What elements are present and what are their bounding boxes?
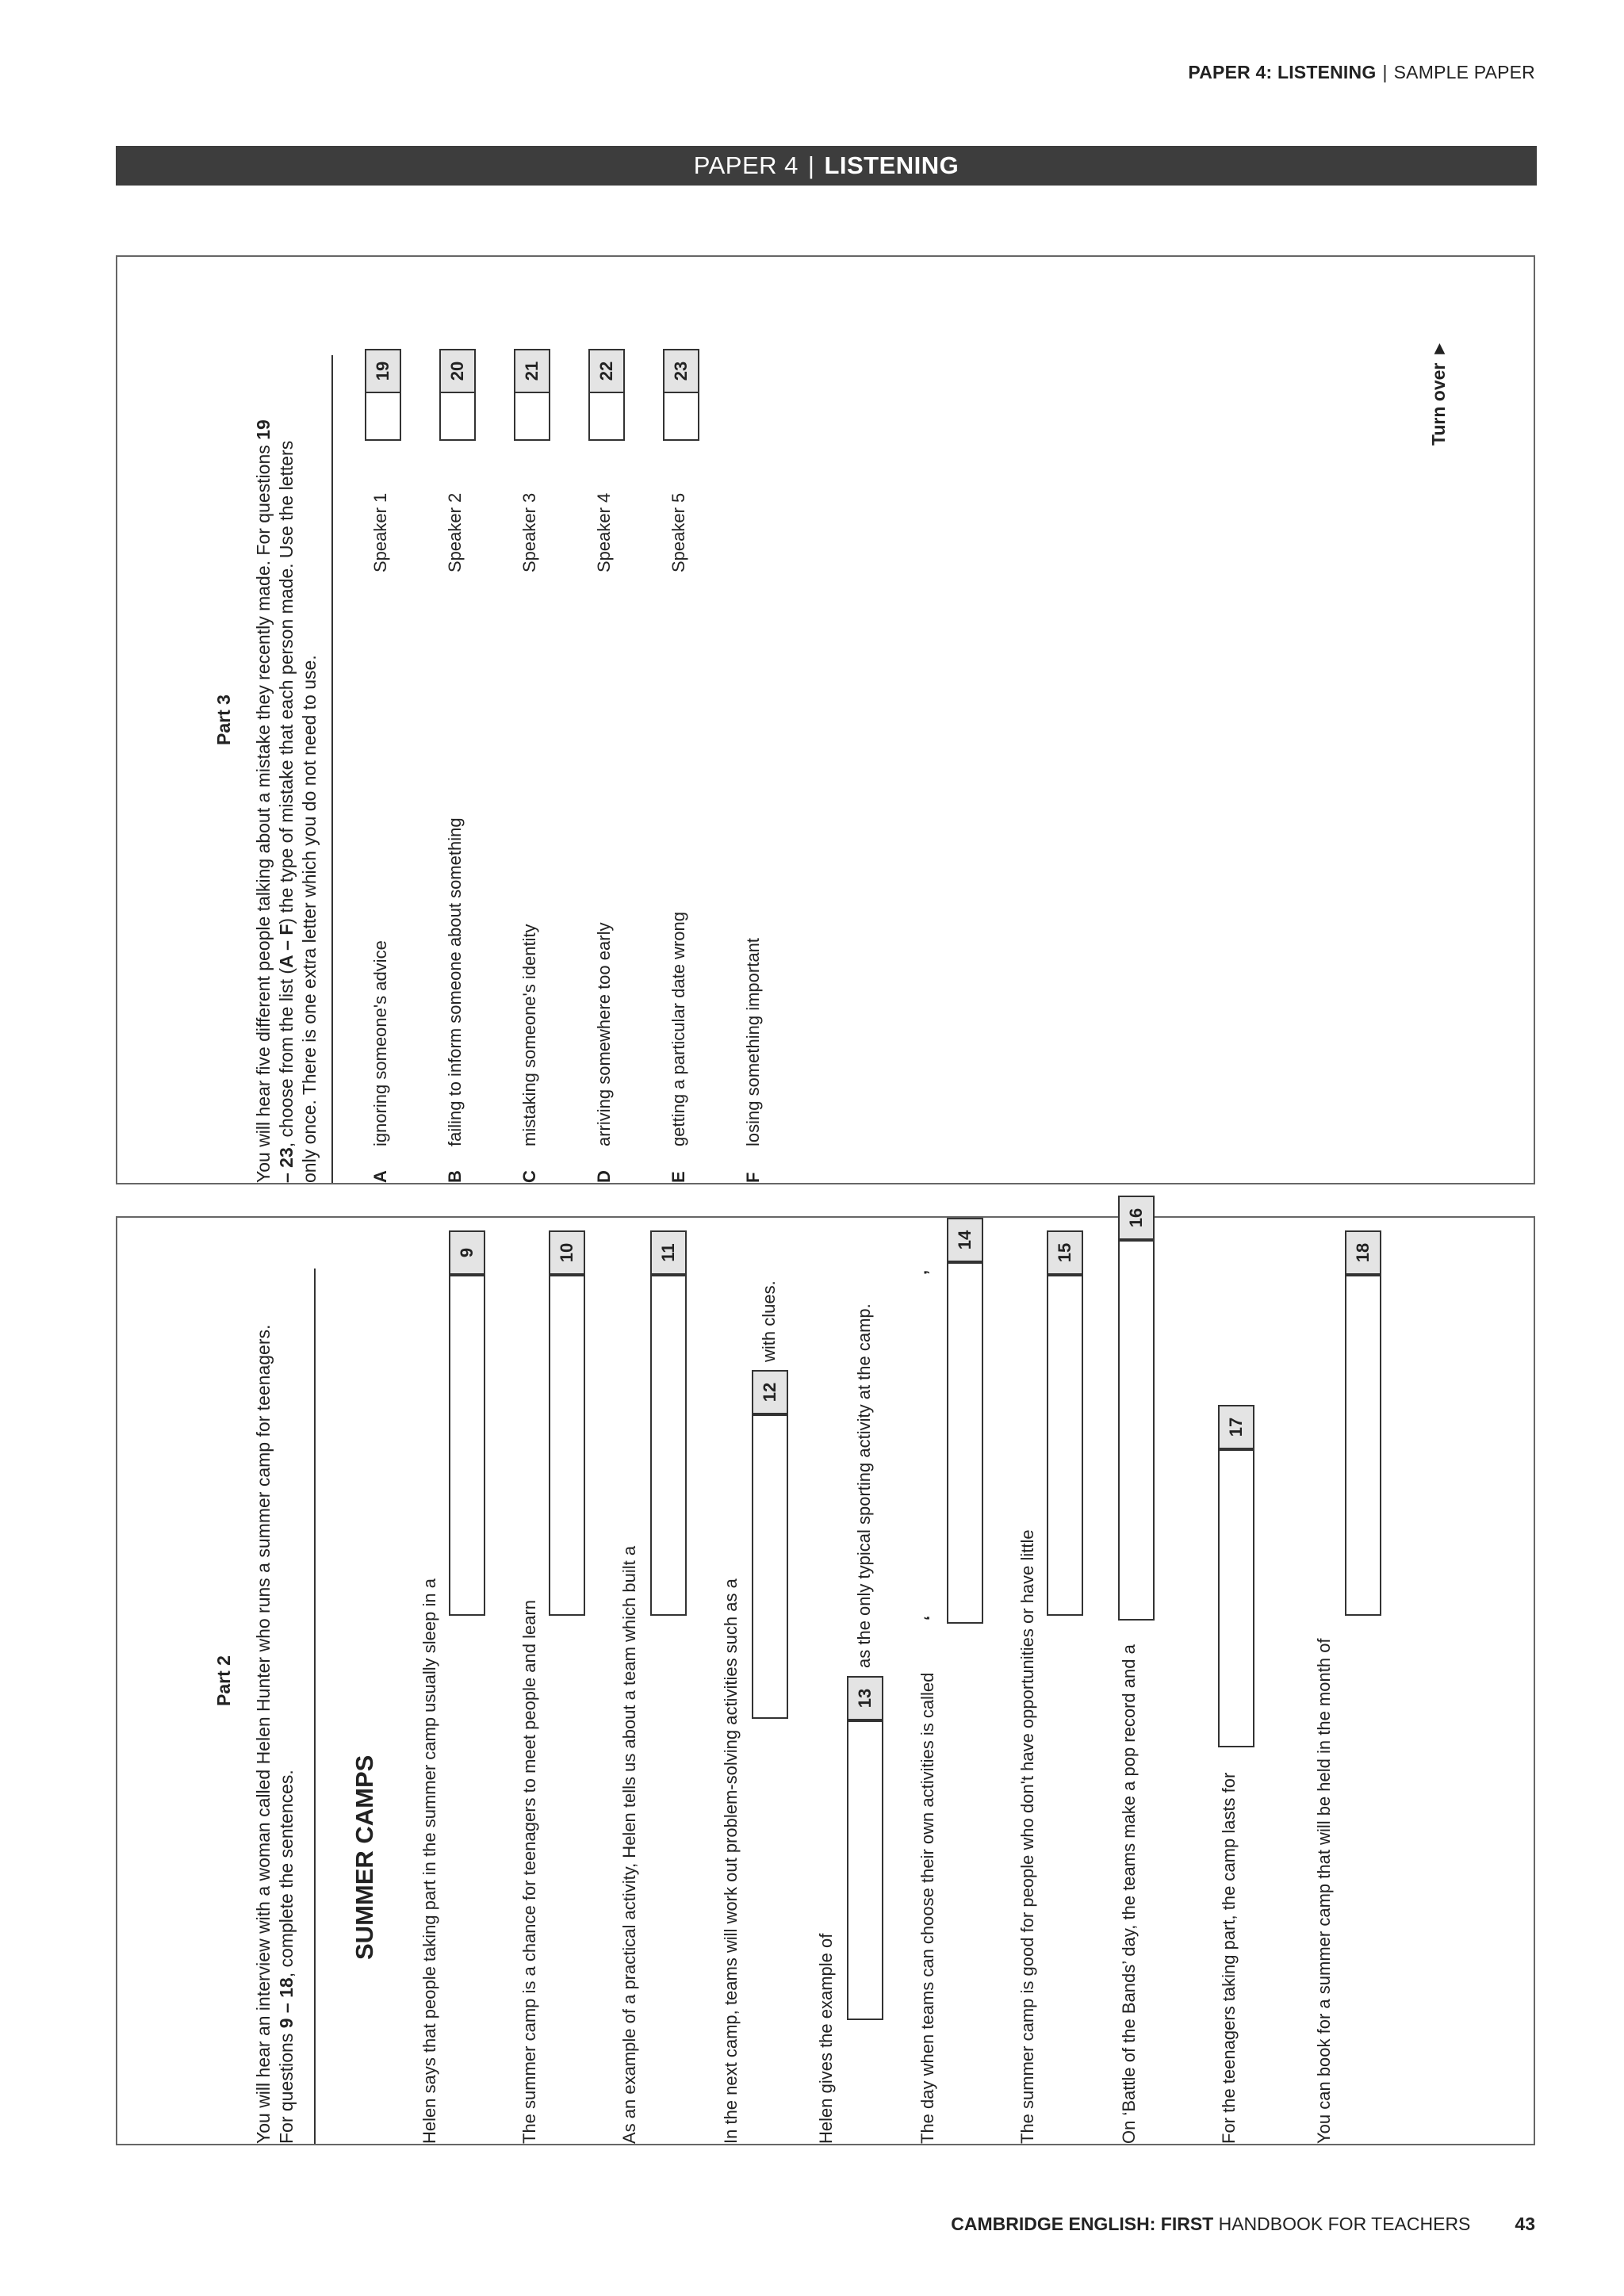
answer-box-12[interactable]: [752, 1414, 788, 1719]
answer-box-9[interactable]: [449, 1275, 485, 1616]
question-11-text: As an example of a practical activity, Helen tells us about a team which built a: [619, 1545, 639, 2144]
banner-paper: PAPER 4: [693, 151, 799, 179]
question-10-text: The summer camp is a chance for teenagers to meet people and learn: [519, 1599, 539, 2144]
turn-over-label: Turn over ►: [1428, 339, 1449, 446]
header-divider: |: [1382, 62, 1388, 82]
part2-divider: [314, 1269, 316, 2144]
section-banner: [116, 146, 1537, 186]
sample-label: SAMPLE PAPER: [1393, 62, 1535, 82]
part2-q-range: 9 – 18: [275, 1977, 297, 2029]
part2-instr-pre: For questions: [275, 2028, 297, 2144]
part3-q-range: 19 – 23: [253, 419, 297, 1183]
part2-rotated-content: [117, 1207, 1534, 2144]
part3-instr-post: ) the type of mistake that each person made. Use the letters only once. There is one extra letter which you do not need to use.: [275, 440, 320, 1183]
question-number-15: 15: [1047, 1230, 1083, 1275]
question-number-9: 9: [449, 1230, 485, 1275]
answer-box-21[interactable]: [514, 392, 550, 441]
speaker-label: Speaker 4: [594, 492, 614, 572]
speaker-label: Speaker 3: [519, 492, 539, 572]
question-number-11: 11: [650, 1230, 687, 1275]
part3-instructions: [252, 406, 320, 1183]
paper-label: PAPER 4: LISTENING: [1188, 62, 1377, 82]
answer-box-13[interactable]: [847, 1720, 883, 2020]
option-text: ignoring someone's advice: [370, 940, 390, 1146]
footer-subtitle: HANDBOOK FOR TEACHERS: [1218, 2214, 1471, 2234]
question-number-12: 12: [752, 1370, 788, 1414]
answer-box-14[interactable]: [947, 1262, 983, 1624]
part3-instr-mid: , choose from the list (: [275, 967, 297, 1148]
answer-box-17[interactable]: [1218, 1449, 1254, 1747]
option-text: arriving somewhere too early: [594, 922, 614, 1146]
answer-box-20[interactable]: [439, 392, 476, 441]
question-18-text: You can book for a summer camp that will be held in the month of: [1314, 1638, 1334, 2144]
question-9-text: Helen says that people taking part in the summer camp usually sleep in a: [419, 1578, 439, 2144]
option-text: mistaking someone's identity: [519, 924, 539, 1146]
option-letter: A: [370, 1170, 390, 1183]
question-number-10: 10: [549, 1230, 585, 1275]
option-text: failing to inform someone about something: [445, 817, 465, 1146]
speaker-label: Speaker 1: [370, 492, 390, 572]
option-letter: C: [519, 1170, 539, 1183]
part3-instr-pre: You will hear five different people talking about a mistake they recently made. For questions: [253, 439, 274, 1183]
part2-title: Part 2: [213, 1655, 234, 1706]
part3-rotated-content: [117, 257, 1534, 1183]
question-14-close-quote: ’: [921, 1269, 940, 1275]
part2-instr-post: , complete the sentences.: [275, 1770, 297, 1978]
answer-box-18[interactable]: [1345, 1275, 1381, 1616]
answer-box-10[interactable]: [549, 1275, 585, 1616]
part3-letter-range: A – F: [275, 924, 297, 968]
question-13-suffix: as the only typical sporting activity at the camp.: [854, 1303, 874, 1668]
part3-title: Part 3: [213, 695, 234, 745]
part3-divider: [331, 355, 333, 1183]
question-number: 20: [439, 349, 476, 393]
option-text: getting a particular date wrong: [668, 912, 688, 1146]
part2-instr-line1: You will hear an interview with a woman called Helen Hunter who runs a summer camp for teenagers.: [253, 1324, 274, 2144]
banner-section: LISTENING: [824, 151, 959, 179]
answer-box-22[interactable]: [588, 392, 625, 441]
question-number-14: 14: [947, 1218, 983, 1262]
question-number-16: 16: [1118, 1196, 1155, 1240]
question-number: 23: [663, 349, 699, 393]
part2-instr-line2: [275, 1272, 298, 2144]
answer-box-23[interactable]: [663, 392, 699, 441]
part2-instructions: [252, 1272, 298, 2144]
part3-frame: [116, 255, 1535, 1184]
question-14-text: The day when teams can choose their own activities is called: [917, 1672, 937, 2144]
question-16-text: On ‘Battle of the Bands’ day, the teams make a pop record and a: [1119, 1644, 1139, 2144]
option-letter: E: [668, 1171, 688, 1183]
option-letter: D: [594, 1170, 614, 1183]
part2-frame: [116, 1207, 1535, 2145]
option-letter: F: [743, 1172, 763, 1183]
footer-brand: CAMBRIDGE ENGLISH: FIRST: [951, 2214, 1214, 2234]
question-number-13: 13: [847, 1676, 883, 1720]
answer-box-19[interactable]: [365, 392, 401, 441]
option-letter: B: [445, 1170, 465, 1183]
answer-box-15[interactable]: [1047, 1275, 1083, 1616]
banner-divider: |: [807, 151, 815, 179]
answer-box-16[interactable]: [1118, 1240, 1155, 1621]
summer-camps-heading: SUMMER CAMPS: [350, 1755, 378, 1960]
question-number: 22: [588, 349, 625, 393]
question-number-17: 17: [1218, 1405, 1254, 1449]
question-12-suffix: with clues.: [759, 1280, 779, 1362]
question-number: 21: [514, 349, 550, 393]
page-footer: [951, 2214, 1535, 2235]
page-header: [1188, 62, 1535, 83]
answer-box-11[interactable]: [650, 1275, 687, 1616]
question-15-text: The summer camp is good for people who don't have opportunities or have little: [1017, 1529, 1037, 2144]
question-17-text: For the teenagers taking part, the camp lasts for: [1219, 1772, 1239, 2144]
option-text: losing something important: [743, 938, 763, 1146]
speaker-label: Speaker 2: [445, 492, 465, 572]
question-number: 19: [365, 349, 401, 393]
question-number-18: 18: [1345, 1230, 1381, 1275]
page-number: 43: [1515, 2214, 1535, 2234]
speaker-label: Speaker 5: [668, 492, 688, 572]
question-12-text: In the next camp, teams will work out problem-solving activities such as a: [721, 1578, 741, 2144]
question-14-open-quote: ‘: [921, 1615, 940, 1621]
question-13-text: Helen gives the example of: [816, 1933, 836, 2144]
